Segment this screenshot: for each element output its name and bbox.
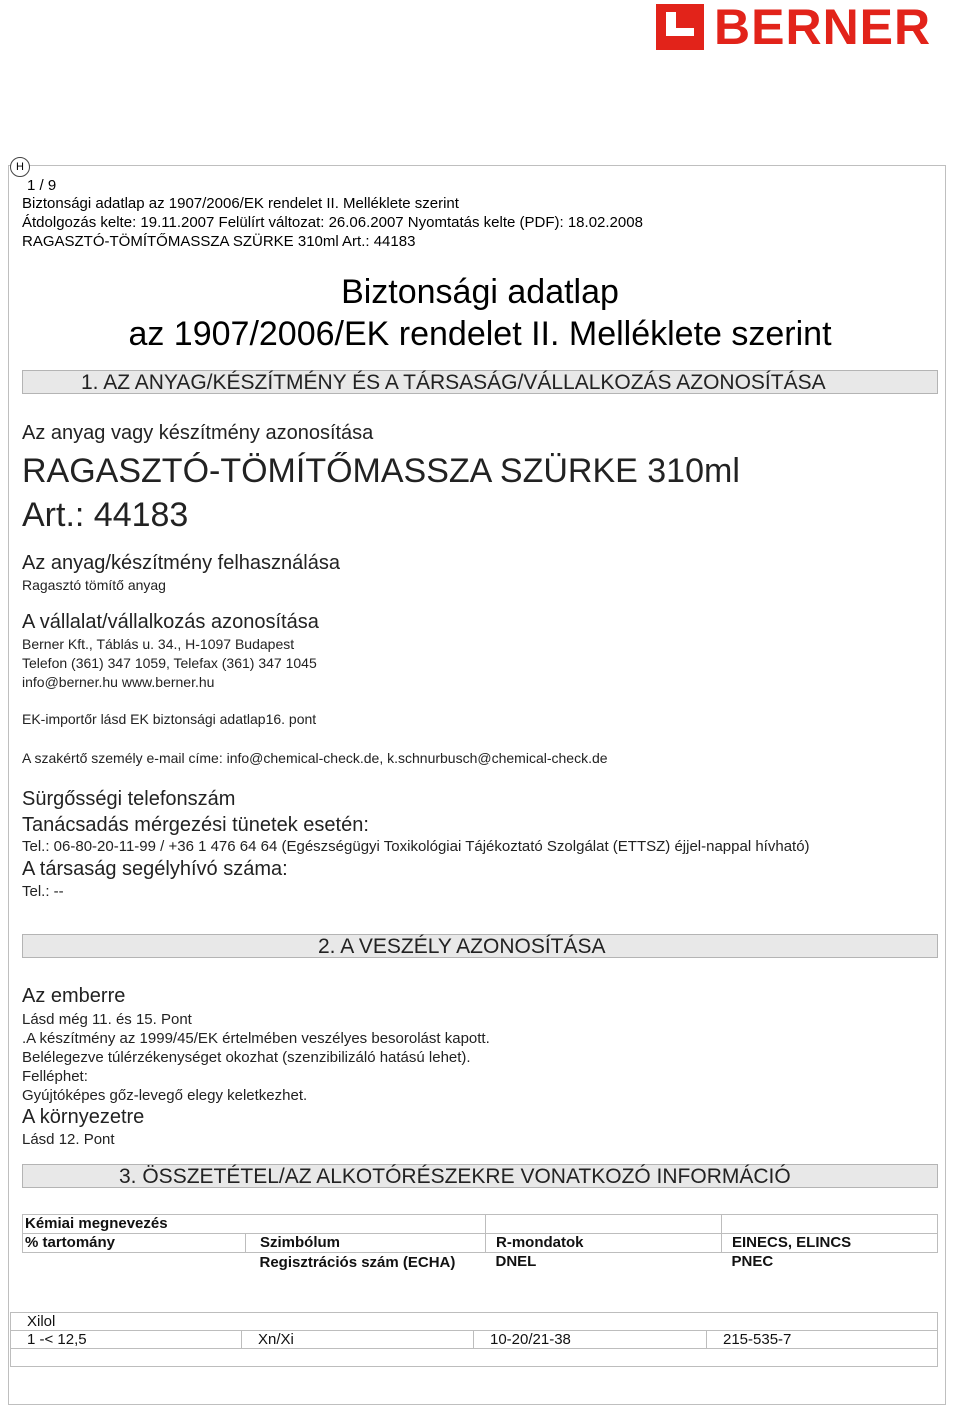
table-cell <box>722 1215 938 1234</box>
composition-table <box>10 1312 938 1367</box>
header-line-3: RAGASZTÓ-TÖMÍTŐMASSZA SZÜRKE 310ml Art.: 44183 <box>22 233 416 250</box>
company-phone: Telefon (361) 347 1059, Telefax (361) 347 1045 <box>22 655 317 671</box>
header-symbol: Szimbólum <box>246 1234 486 1253</box>
human-line-2: .A készítmény az 1999/45/EK értelmében veszélyes besorolást kapott. <box>22 1030 490 1047</box>
company-help-label: A társaság segélyhívó száma: <box>22 858 288 880</box>
header-pnec: PNEC <box>731 1253 774 1270</box>
row-einecs: 215-535-7 <box>707 1331 938 1349</box>
poison-label: Tanácsadás mérgezési tünetek esetén: <box>22 814 369 836</box>
header-line-1: Biztonsági adatlap az 1907/2006/EK rendelet II. Melléklete szerint <box>22 195 459 212</box>
article-number: Art.: 44183 <box>22 496 189 534</box>
table-row <box>23 1215 938 1234</box>
human-line-1: Lásd még 11. és 15. Pont <box>22 1011 192 1028</box>
composition-header-table <box>22 1214 938 1272</box>
company-help-tel: Tel.: -- <box>22 883 64 900</box>
expert-email: A szakértő személy e-mail címe: info@chemical-check.de, k.schnurbusch@chemical-check.de <box>22 750 608 766</box>
document-subtitle: az 1907/2006/EK rendelet II. Melléklete szerint <box>128 315 832 353</box>
company-label: A vállalat/vállalkozás azonosítása <box>22 611 319 633</box>
section-2-heading-text: 2. A VESZÉLY AZONOSÍTÁSA <box>318 935 606 958</box>
header-dnel: DNEL <box>495 1253 537 1270</box>
berner-logo-text: BERNER <box>714 0 932 55</box>
table-cell <box>486 1215 722 1234</box>
section-3-heading <box>22 1164 938 1188</box>
company-contact: info@berner.hu www.berner.hu <box>22 674 215 690</box>
table-row <box>11 1313 938 1331</box>
berner-logo-mark-icon <box>656 4 704 50</box>
header-einecs: EINECS, ELINCS <box>722 1234 938 1253</box>
table-cell <box>23 1253 246 1273</box>
row-r: 10-20/21-38 <box>474 1331 707 1349</box>
substance-id-label: Az anyag vagy készítmény azonosítása <box>22 422 374 444</box>
use-value: Ragasztó tömítő anyag <box>22 577 166 593</box>
page-number: 1 / 9 <box>27 177 57 194</box>
header-r-phrases: R-mondatok <box>486 1234 722 1253</box>
row-name: Xilol <box>11 1313 938 1331</box>
document-title: Biztonsági adatlap <box>341 273 619 311</box>
table-row <box>23 1234 938 1253</box>
emergency-label: Sürgősségi telefonszám <box>22 788 236 810</box>
section-1-heading <box>22 370 938 394</box>
environment-line-1: Lásd 12. Pont <box>22 1131 115 1148</box>
language-marker: H <box>10 157 30 177</box>
section-3-heading-text: 3. ÖSSZETÉTEL/AZ ALKOTÓRÉSZEKRE VONATKOZÓ INFORMÁCIÓ <box>119 1165 791 1188</box>
table-row <box>11 1331 938 1349</box>
section-1-heading-text: 1. AZ ANYAG/KÉSZÍTMÉNY ÉS A TÁRSASÁG/VÁLLALKOZÁS AZONOSÍTÁSA <box>81 371 826 394</box>
row-percent: 1 -< 12,5 <box>11 1331 242 1349</box>
human-line-5: Gyújtóképes gőz-levegő elegy keletkezhet. <box>22 1087 308 1104</box>
header-percent: % tartomány <box>23 1234 246 1253</box>
human-line-4: Felléphet: <box>22 1068 88 1085</box>
table-cell <box>11 1349 938 1367</box>
human-line-3: Belélegezve túlérzékenységet okozhat (szenzibilizáló hatású lehet). <box>22 1049 471 1066</box>
section-2-heading <box>22 934 938 958</box>
use-label: Az anyag/készítmény felhasználása <box>22 552 340 574</box>
table-row <box>23 1253 938 1273</box>
human-label: Az emberre <box>22 985 126 1007</box>
company-address: Berner Kft., Táblás u. 34., H-1097 Budapest <box>22 636 295 652</box>
product-name: RAGASZTÓ-TÖMÍTŐMASSZA SZÜRKE 310ml <box>22 452 740 490</box>
table-row <box>11 1349 938 1367</box>
importer-note: EK-importőr lásd EK biztonsági adatlap16. pont <box>22 711 317 727</box>
poison-tel: Tel.: 06-80-20-11-99 / +36 1 476 64 64 (Egészségügyi Toxikológiai Tájékoztató Szolgálat (ETTSZ) éjjel-nappal hívható) <box>22 838 810 855</box>
row-symbol: Xn/Xi <box>242 1331 474 1349</box>
berner-logo <box>656 0 956 55</box>
header-line-2: Átdolgozás kelte: 19.11.2007 Felülírt változat: 26.06.2007 Nyomtatás kelte (PDF): 18.02.2008 <box>22 214 643 231</box>
header-chem-name: Kémiai megnevezés <box>23 1215 486 1234</box>
header-reg-no: Regisztrációs szám (ECHA) <box>259 1254 456 1271</box>
environment-label: A környezetre <box>22 1106 145 1128</box>
